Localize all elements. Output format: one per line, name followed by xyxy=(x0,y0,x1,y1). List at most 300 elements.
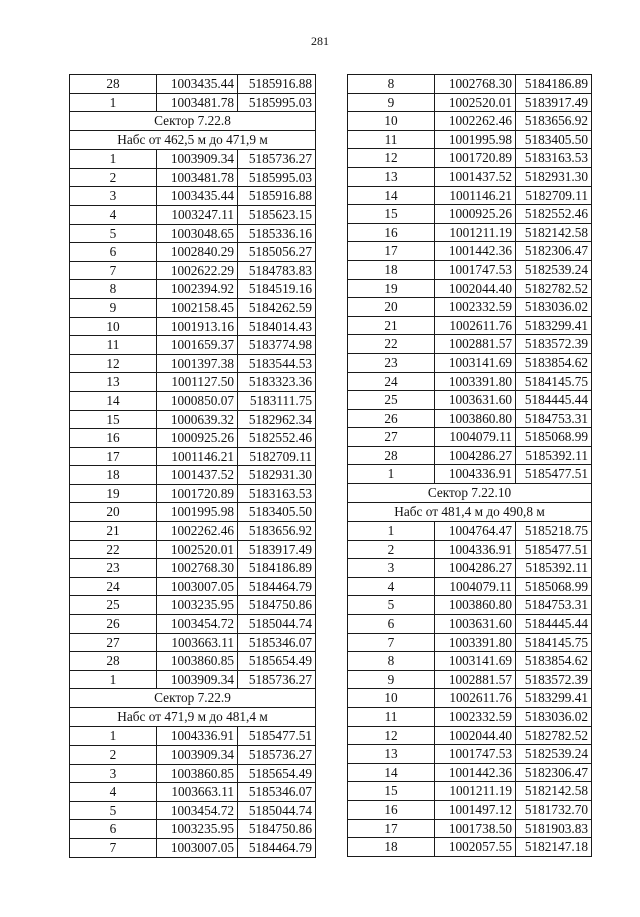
y-coordinate: 5181732.70 xyxy=(516,800,592,819)
table-row xyxy=(348,763,592,782)
table-row xyxy=(348,745,592,764)
x-coordinate: 1002881.57 xyxy=(435,670,516,689)
sector-heading: Сектор 7.22.9 xyxy=(70,689,316,708)
table-row xyxy=(70,354,316,373)
point-number: 23 xyxy=(348,353,435,372)
table-row xyxy=(348,838,592,857)
table-row xyxy=(70,577,316,596)
y-coordinate: 5185916.88 xyxy=(238,75,316,94)
sector-heading-row xyxy=(70,112,316,131)
x-coordinate: 1001397.38 xyxy=(157,354,238,373)
y-coordinate: 5185056.27 xyxy=(238,243,316,262)
table-row xyxy=(70,391,316,410)
y-coordinate: 5182142.58 xyxy=(516,782,592,801)
table-row xyxy=(70,540,316,559)
y-coordinate: 5184186.89 xyxy=(516,75,592,94)
x-coordinate: 1001442.36 xyxy=(435,763,516,782)
table-row xyxy=(348,800,592,819)
table-row xyxy=(70,336,316,355)
table-row xyxy=(348,223,592,242)
table-row xyxy=(348,242,592,261)
point-number: 25 xyxy=(348,391,435,410)
point-number: 11 xyxy=(348,130,435,149)
table-row xyxy=(70,764,316,783)
table-row xyxy=(70,503,316,522)
point-number: 12 xyxy=(348,726,435,745)
y-coordinate: 5182142.58 xyxy=(516,223,592,242)
y-coordinate: 5182709.11 xyxy=(516,186,592,205)
left-coordinate-table-container xyxy=(69,74,316,858)
x-coordinate: 1002332.59 xyxy=(435,708,516,727)
point-number: 5 xyxy=(70,801,157,820)
table-row xyxy=(348,186,592,205)
y-coordinate: 5185995.03 xyxy=(238,93,316,112)
x-coordinate: 1002044.40 xyxy=(435,279,516,298)
x-coordinate: 1001211.19 xyxy=(435,223,516,242)
y-coordinate: 5184753.31 xyxy=(516,409,592,428)
y-coordinate: 5184783.83 xyxy=(238,261,316,280)
point-number: 28 xyxy=(70,652,157,671)
table-row xyxy=(348,391,592,410)
table-row xyxy=(70,596,316,615)
table-row xyxy=(70,466,316,485)
x-coordinate: 1001747.53 xyxy=(435,745,516,764)
table-row xyxy=(348,689,592,708)
y-coordinate: 5183572.39 xyxy=(516,670,592,689)
table-row xyxy=(348,577,592,596)
y-coordinate: 5185477.51 xyxy=(238,727,316,746)
y-coordinate: 5184262.59 xyxy=(238,298,316,317)
table-row xyxy=(348,316,592,335)
point-number: 9 xyxy=(70,298,157,317)
page-number: 281 xyxy=(311,34,329,48)
y-coordinate: 5183917.49 xyxy=(516,93,592,112)
table-row xyxy=(348,615,592,634)
table-row xyxy=(70,75,316,94)
point-number: 26 xyxy=(348,409,435,428)
point-number: 17 xyxy=(348,819,435,838)
x-coordinate: 1004336.91 xyxy=(435,540,516,559)
x-coordinate: 1002768.30 xyxy=(157,559,238,578)
table-row xyxy=(348,819,592,838)
point-number: 3 xyxy=(70,764,157,783)
table-row xyxy=(348,93,592,112)
y-coordinate: 5181903.83 xyxy=(516,819,592,838)
x-coordinate: 1004764.47 xyxy=(435,522,516,541)
point-number: 1 xyxy=(70,93,157,112)
y-coordinate: 5184145.75 xyxy=(516,372,592,391)
x-coordinate: 1002611.76 xyxy=(435,316,516,335)
point-number: 7 xyxy=(70,838,157,857)
x-coordinate: 1003481.78 xyxy=(157,93,238,112)
x-coordinate: 1002262.46 xyxy=(435,112,516,131)
point-number: 11 xyxy=(70,336,157,355)
point-number: 28 xyxy=(348,446,435,465)
y-coordinate: 5184750.86 xyxy=(238,820,316,839)
point-number: 24 xyxy=(70,577,157,596)
table-row xyxy=(70,484,316,503)
sector-heading: Набс от 462,5 м до 471,9 м xyxy=(70,131,316,150)
table-row xyxy=(70,280,316,299)
y-coordinate: 5182552.46 xyxy=(516,205,592,224)
y-coordinate: 5183163.53 xyxy=(516,149,592,168)
point-number: 1 xyxy=(70,670,157,689)
x-coordinate: 1004336.91 xyxy=(435,465,516,484)
y-coordinate: 5183405.50 xyxy=(516,130,592,149)
table-row xyxy=(348,167,592,186)
table-row xyxy=(348,372,592,391)
point-number: 17 xyxy=(70,447,157,466)
point-number: 13 xyxy=(348,167,435,186)
point-number: 22 xyxy=(348,335,435,354)
x-coordinate: 1001497.12 xyxy=(435,800,516,819)
table-row xyxy=(70,187,316,206)
x-coordinate: 1002044.40 xyxy=(435,726,516,745)
table-row xyxy=(70,615,316,634)
point-number: 14 xyxy=(70,391,157,410)
sector-heading: Набс от 481,4 м до 490,8 м xyxy=(348,503,592,522)
y-coordinate: 5184445.44 xyxy=(516,391,592,410)
x-coordinate: 1001437.52 xyxy=(435,167,516,186)
point-number: 23 xyxy=(70,559,157,578)
y-coordinate: 5184519.16 xyxy=(238,280,316,299)
x-coordinate: 1004079.11 xyxy=(435,428,516,447)
x-coordinate: 1002881.57 xyxy=(435,335,516,354)
y-coordinate: 5185736.27 xyxy=(238,670,316,689)
y-coordinate: 5185044.74 xyxy=(238,615,316,634)
x-coordinate: 1002622.29 xyxy=(157,261,238,280)
x-coordinate: 1002840.29 xyxy=(157,243,238,262)
y-coordinate: 5183323.36 xyxy=(238,373,316,392)
point-number: 12 xyxy=(70,354,157,373)
table-row xyxy=(70,168,316,187)
x-coordinate: 1002057.55 xyxy=(435,838,516,857)
y-coordinate: 5182306.47 xyxy=(516,242,592,261)
point-number: 27 xyxy=(348,428,435,447)
table-row xyxy=(70,205,316,224)
table-row xyxy=(348,446,592,465)
x-coordinate: 1001127.50 xyxy=(157,373,238,392)
table-row xyxy=(348,149,592,168)
x-coordinate: 1003235.95 xyxy=(157,820,238,839)
y-coordinate: 5185346.07 xyxy=(238,783,316,802)
sector-heading: Набс от 471,9 м до 481,4 м xyxy=(70,708,316,727)
x-coordinate: 1003391.80 xyxy=(435,633,516,652)
point-number: 11 xyxy=(348,708,435,727)
table-row xyxy=(348,112,592,131)
x-coordinate: 1001659.37 xyxy=(157,336,238,355)
left-coordinate-table xyxy=(69,74,316,858)
point-number: 4 xyxy=(70,783,157,802)
table-row xyxy=(348,75,592,94)
y-coordinate: 5182539.24 xyxy=(516,745,592,764)
point-number: 6 xyxy=(70,820,157,839)
table-row xyxy=(348,428,592,447)
table-row xyxy=(348,409,592,428)
table-row xyxy=(70,746,316,765)
y-coordinate: 5185346.07 xyxy=(238,633,316,652)
y-coordinate: 5183854.62 xyxy=(516,353,592,372)
point-number: 18 xyxy=(70,466,157,485)
point-number: 9 xyxy=(348,93,435,112)
table-row xyxy=(70,298,316,317)
table-row xyxy=(348,708,592,727)
y-coordinate: 5182962.34 xyxy=(238,410,316,429)
y-coordinate: 5182552.46 xyxy=(238,429,316,448)
table-row xyxy=(348,652,592,671)
y-coordinate: 5184750.86 xyxy=(238,596,316,615)
table-row xyxy=(70,633,316,652)
point-number: 12 xyxy=(348,149,435,168)
x-coordinate: 1002520.01 xyxy=(435,93,516,112)
y-coordinate: 5185068.99 xyxy=(516,428,592,447)
point-number: 2 xyxy=(70,168,157,187)
point-number: 26 xyxy=(70,615,157,634)
point-number: 20 xyxy=(348,298,435,317)
table-row xyxy=(348,335,592,354)
table-row xyxy=(348,298,592,317)
y-coordinate: 5185218.75 xyxy=(516,522,592,541)
point-number: 1 xyxy=(70,150,157,169)
x-coordinate: 1001442.36 xyxy=(435,242,516,261)
point-number: 22 xyxy=(70,540,157,559)
x-coordinate: 1003909.34 xyxy=(157,746,238,765)
x-coordinate: 1004286.27 xyxy=(435,446,516,465)
x-coordinate: 1001146.21 xyxy=(435,186,516,205)
table-row xyxy=(70,317,316,336)
x-coordinate: 1003391.80 xyxy=(435,372,516,391)
point-number: 14 xyxy=(348,763,435,782)
table-row xyxy=(348,726,592,745)
x-coordinate: 1003247.11 xyxy=(157,205,238,224)
sector-heading: Сектор 7.22.8 xyxy=(70,112,316,131)
point-number: 6 xyxy=(348,615,435,634)
table-row xyxy=(70,410,316,429)
point-number: 21 xyxy=(70,522,157,541)
x-coordinate: 1004079.11 xyxy=(435,577,516,596)
x-coordinate: 1001437.52 xyxy=(157,466,238,485)
right-table-body xyxy=(348,75,592,857)
point-number: 14 xyxy=(348,186,435,205)
table-row xyxy=(348,260,592,279)
table-row xyxy=(70,783,316,802)
point-number: 6 xyxy=(70,243,157,262)
point-number: 10 xyxy=(348,112,435,131)
y-coordinate: 5183299.41 xyxy=(516,316,592,335)
table-row xyxy=(70,559,316,578)
table-row xyxy=(70,522,316,541)
table-row xyxy=(348,205,592,224)
x-coordinate: 1004336.91 xyxy=(157,727,238,746)
y-coordinate: 5185044.74 xyxy=(238,801,316,820)
point-number: 16 xyxy=(348,223,435,242)
point-number: 9 xyxy=(348,670,435,689)
y-coordinate: 5183111.75 xyxy=(238,391,316,410)
point-number: 8 xyxy=(70,280,157,299)
y-coordinate: 5185916.88 xyxy=(238,187,316,206)
x-coordinate: 1002394.92 xyxy=(157,280,238,299)
point-number: 4 xyxy=(70,205,157,224)
y-coordinate: 5184145.75 xyxy=(516,633,592,652)
point-number: 19 xyxy=(348,279,435,298)
y-coordinate: 5183036.02 xyxy=(516,298,592,317)
x-coordinate: 1003631.60 xyxy=(435,391,516,410)
x-coordinate: 1001146.21 xyxy=(157,447,238,466)
point-number: 13 xyxy=(348,745,435,764)
sector-heading-row xyxy=(70,131,316,150)
table-row xyxy=(348,633,592,652)
point-number: 7 xyxy=(348,633,435,652)
point-number: 27 xyxy=(70,633,157,652)
x-coordinate: 1001720.89 xyxy=(435,149,516,168)
y-coordinate: 5185477.51 xyxy=(516,540,592,559)
point-number: 3 xyxy=(70,187,157,206)
y-coordinate: 5182931.30 xyxy=(238,466,316,485)
y-coordinate: 5182147.18 xyxy=(516,838,592,857)
x-coordinate: 1000639.32 xyxy=(157,410,238,429)
point-number: 13 xyxy=(70,373,157,392)
point-number: 7 xyxy=(70,261,157,280)
point-number: 10 xyxy=(348,689,435,708)
x-coordinate: 1003860.85 xyxy=(157,764,238,783)
table-row xyxy=(70,93,316,112)
x-coordinate: 1001720.89 xyxy=(157,484,238,503)
x-coordinate: 1003663.11 xyxy=(157,783,238,802)
x-coordinate: 1003435.44 xyxy=(157,75,238,94)
sector-heading-row xyxy=(70,689,316,708)
y-coordinate: 5184753.31 xyxy=(516,596,592,615)
table-row xyxy=(70,670,316,689)
y-coordinate: 5183163.53 xyxy=(238,484,316,503)
x-coordinate: 1002158.45 xyxy=(157,298,238,317)
x-coordinate: 1003007.05 xyxy=(157,838,238,857)
point-number: 21 xyxy=(348,316,435,335)
table-row xyxy=(70,838,316,857)
point-number: 15 xyxy=(348,782,435,801)
x-coordinate: 1004286.27 xyxy=(435,559,516,578)
y-coordinate: 5185068.99 xyxy=(516,577,592,596)
point-number: 8 xyxy=(348,75,435,94)
table-row xyxy=(348,130,592,149)
x-coordinate: 1002520.01 xyxy=(157,540,238,559)
point-number: 16 xyxy=(70,429,157,448)
y-coordinate: 5183299.41 xyxy=(516,689,592,708)
table-row xyxy=(70,373,316,392)
x-coordinate: 1001747.53 xyxy=(435,260,516,279)
x-coordinate: 1003435.44 xyxy=(157,187,238,206)
y-coordinate: 5185654.49 xyxy=(238,764,316,783)
sector-heading-row xyxy=(348,484,592,503)
x-coordinate: 1003909.34 xyxy=(157,670,238,689)
x-coordinate: 1002332.59 xyxy=(435,298,516,317)
table-row xyxy=(348,465,592,484)
x-coordinate: 1003454.72 xyxy=(157,615,238,634)
y-coordinate: 5184464.79 xyxy=(238,577,316,596)
x-coordinate: 1001738.50 xyxy=(435,819,516,838)
table-row xyxy=(70,243,316,262)
point-number: 8 xyxy=(348,652,435,671)
y-coordinate: 5183656.92 xyxy=(516,112,592,131)
y-coordinate: 5185995.03 xyxy=(238,168,316,187)
x-coordinate: 1003631.60 xyxy=(435,615,516,634)
y-coordinate: 5184464.79 xyxy=(238,838,316,857)
y-coordinate: 5185392.11 xyxy=(516,446,592,465)
table-row xyxy=(70,727,316,746)
x-coordinate: 1001995.98 xyxy=(157,503,238,522)
point-number: 16 xyxy=(348,800,435,819)
x-coordinate: 1003235.95 xyxy=(157,596,238,615)
table-row xyxy=(70,429,316,448)
y-coordinate: 5182782.52 xyxy=(516,279,592,298)
y-coordinate: 5183774.98 xyxy=(238,336,316,355)
table-row xyxy=(348,540,592,559)
x-coordinate: 1003663.11 xyxy=(157,633,238,652)
x-coordinate: 1002611.76 xyxy=(435,689,516,708)
point-number: 2 xyxy=(348,540,435,559)
x-coordinate: 1003141.69 xyxy=(435,353,516,372)
point-number: 10 xyxy=(70,317,157,336)
table-row xyxy=(70,652,316,671)
x-coordinate: 1003454.72 xyxy=(157,801,238,820)
x-coordinate: 1000850.07 xyxy=(157,391,238,410)
table-row xyxy=(348,522,592,541)
point-number: 18 xyxy=(348,260,435,279)
table-row xyxy=(70,224,316,243)
x-coordinate: 1001211.19 xyxy=(435,782,516,801)
x-coordinate: 1000925.26 xyxy=(157,429,238,448)
point-number: 1 xyxy=(348,465,435,484)
y-coordinate: 5182931.30 xyxy=(516,167,592,186)
y-coordinate: 5183656.92 xyxy=(238,522,316,541)
sector-heading-row xyxy=(348,503,592,522)
table-row xyxy=(348,559,592,578)
point-number: 15 xyxy=(70,410,157,429)
y-coordinate: 5182306.47 xyxy=(516,763,592,782)
left-table-body xyxy=(70,75,316,858)
y-coordinate: 5185654.49 xyxy=(238,652,316,671)
point-number: 2 xyxy=(70,746,157,765)
y-coordinate: 5185623.15 xyxy=(238,205,316,224)
sector-heading-row xyxy=(70,708,316,727)
point-number: 24 xyxy=(348,372,435,391)
y-coordinate: 5183544.53 xyxy=(238,354,316,373)
x-coordinate: 1001913.16 xyxy=(157,317,238,336)
x-coordinate: 1003048.65 xyxy=(157,224,238,243)
x-coordinate: 1003007.05 xyxy=(157,577,238,596)
table-row xyxy=(70,150,316,169)
point-number: 17 xyxy=(348,242,435,261)
table-row xyxy=(348,782,592,801)
table-row xyxy=(70,447,316,466)
x-coordinate: 1002768.30 xyxy=(435,75,516,94)
point-number: 5 xyxy=(70,224,157,243)
x-coordinate: 1003909.34 xyxy=(157,150,238,169)
table-row xyxy=(348,353,592,372)
point-number: 20 xyxy=(70,503,157,522)
table-row xyxy=(70,820,316,839)
point-number: 5 xyxy=(348,596,435,615)
y-coordinate: 5184186.89 xyxy=(238,559,316,578)
point-number: 1 xyxy=(70,727,157,746)
x-coordinate: 1000925.26 xyxy=(435,205,516,224)
y-coordinate: 5182782.52 xyxy=(516,726,592,745)
y-coordinate: 5184014.43 xyxy=(238,317,316,336)
point-number: 25 xyxy=(70,596,157,615)
y-coordinate: 5184445.44 xyxy=(516,615,592,634)
table-row xyxy=(70,801,316,820)
right-coordinate-table xyxy=(347,74,592,857)
y-coordinate: 5183854.62 xyxy=(516,652,592,671)
